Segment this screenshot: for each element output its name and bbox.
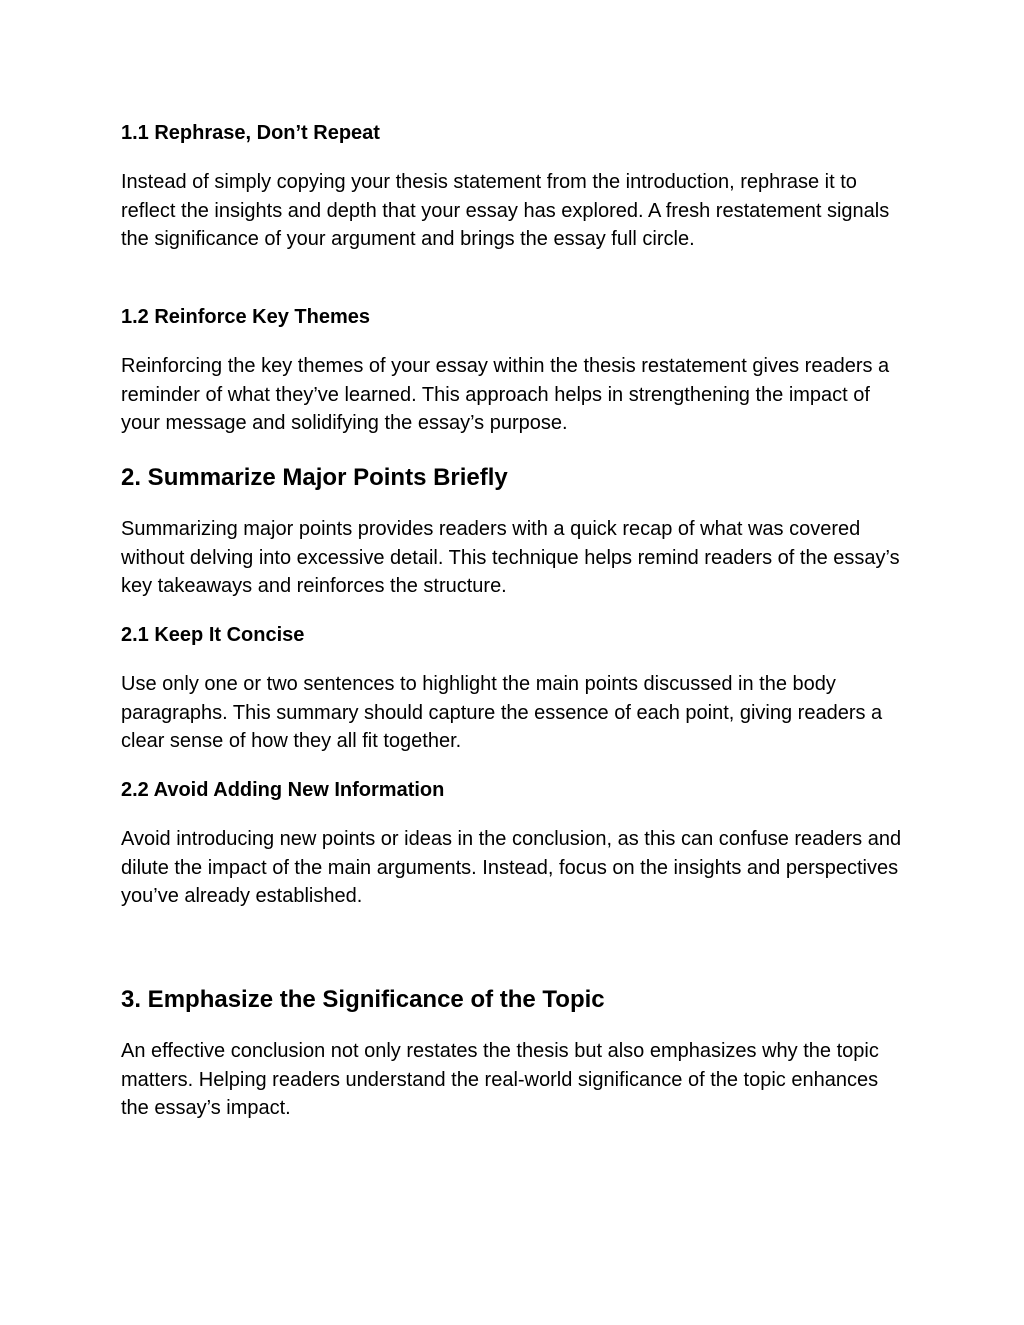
section-heading-2-2: 2.2 Avoid Adding New Information [121,779,445,801]
section-paragraph-2-2: Avoid introducing new points or ideas in the conclusion, as this can confuse readers and dilute the impact of the main arguments. Instead, focus on the insights and perspectives you’ve already established. [121,828,902,908]
section-paragraph-2: Summarizing major points provides readers with a quick recap of what was covered without delving into excessive detail. This technique helps remind readers of the essay’s key takeaways and reinforces the structure. [121,518,900,598]
section-heading-1-2: 1.2 Reinforce Key Themes [121,306,370,328]
section-heading-2-1: 2.1 Keep It Concise [121,624,305,646]
section-heading-2: 2. Summarize Major Points Briefly [121,464,508,491]
section-heading-3: 3. Emphasize the Significance of the Topic [121,986,605,1013]
section-paragraph-2-1: Use only one or two sentences to highlight the main points discussed in the body paragraphs. This summary should capture the essence of each point, giving readers a clear sense of how they all fit together. [121,673,883,753]
section-paragraph-1-1: Instead of simply copying your thesis statement from the introduction, rephrase it to reflect the insights and depth that your essay has explored. A fresh restatement signals the significance of your argument and brings the essay full circle. [121,171,890,251]
section-paragraph-1-2: Reinforcing the key themes of your essay within the thesis restatement gives readers a reminder of what they’ve learned. This approach helps in strengthening the impact of your message and solidifying the essay’s purpose. [121,355,890,435]
section-heading-1-1: 1.1 Rephrase, Don’t Repeat [121,122,380,144]
section-paragraph-3: An effective conclusion not only restates the thesis but also emphasizes why the topic matters. Helping readers understand the real-world significance of the topic enhances the essay’s impact. [121,1040,879,1120]
